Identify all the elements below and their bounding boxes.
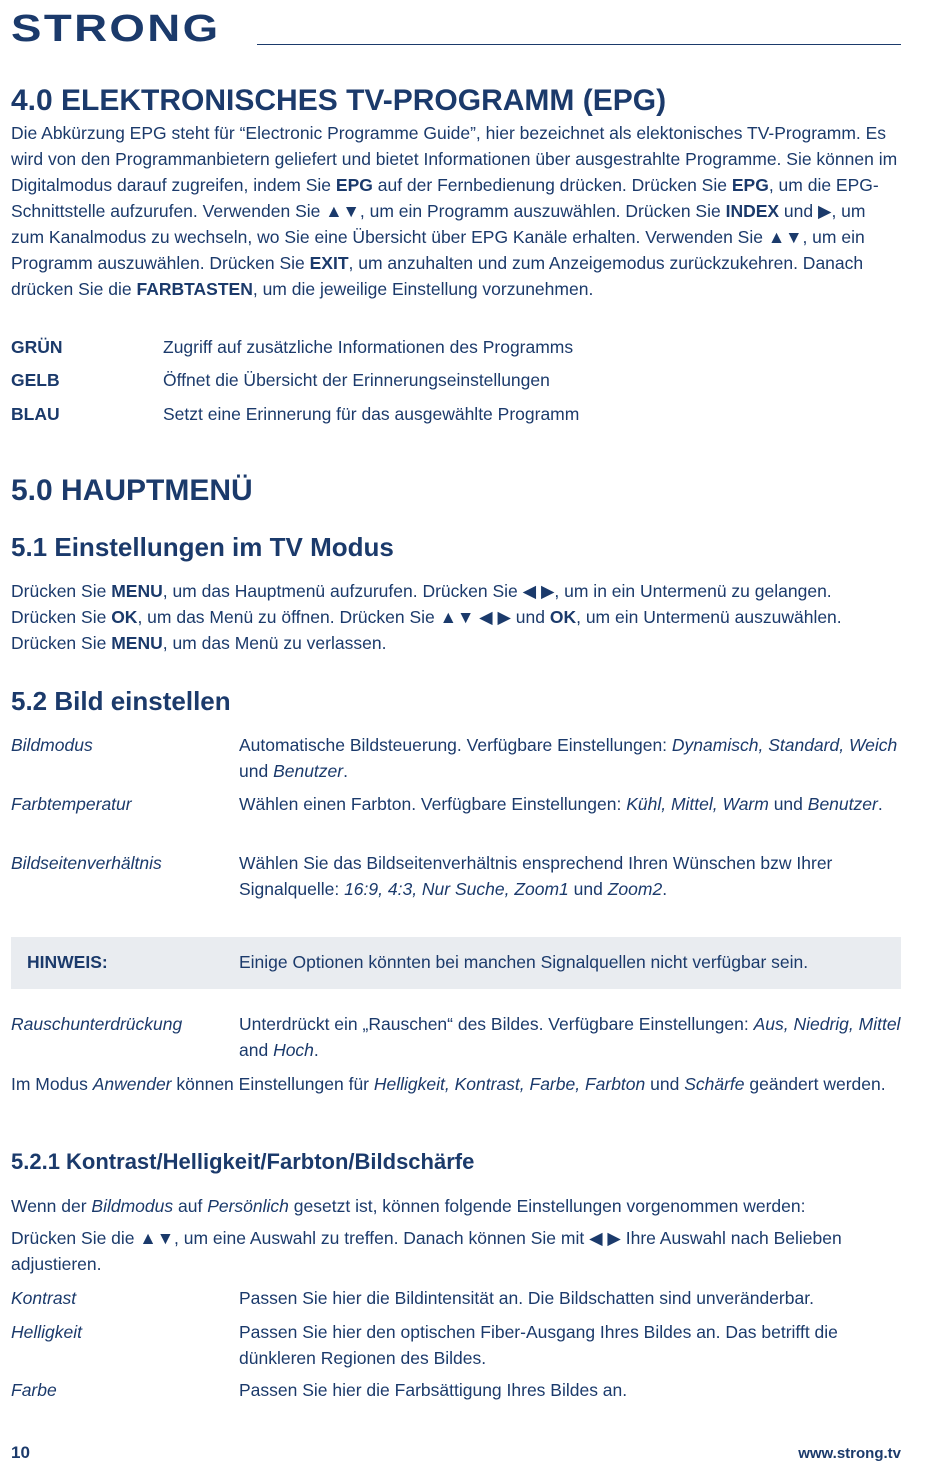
epg-intro: Die Abkürzung EPG steht für “Electronic Programme Guide”, hier bezeichnet als elektonisches TV-Programm. Es wird von den Programmanbietern geliefert und bietet Informationen über ausgestrahlte Programme. Sie können im Digitalmodus darauf zugreifen, indem Sie EPG auf der Fernbedienung drücken. Drücken Sie EPG, um die EPG-Schnittstelle aufzurufen. Verwenden Sie ▲▼, um ein Programm auszuwählen. Drücken Sie INDEX und ▶, um zum Kanalmodus zu wechseln, wo Sie eine Übersicht über EPG Kanäle erhalten. Verwenden Sie ▲▼, um ein Programm auszuwählen. Drücken Sie EXIT, um anzuhalten und zum Anzeigemodus zurückzukehren. Danach drücken Sie die FARBTASTEN, um die jeweilige Einstellung vorzunehmen.: [11, 123, 898, 299]
contrast-intro: Wenn der Bildmodus auf Persönlich gesetzt ist, können folgende Einstellungen vorgenommen werden:: [11, 1196, 806, 1216]
color-key-label: GRÜN: [11, 337, 63, 357]
note-label: HINWEIS:: [27, 952, 108, 972]
setting-label: Helligkeit: [11, 1322, 82, 1342]
setting-desc: Passen Sie hier die Bildintensität an. Die Bildschatten sind unveränderbar.: [239, 1288, 814, 1308]
subsection-title-contrast: 5.2.1 Kontrast/Helligkeit/Farbton/Bildschärfe: [11, 1149, 475, 1174]
setting-desc: Passen Sie hier die Farbsättigung Ihres Bildes an.: [239, 1380, 628, 1400]
note-text: Einige Optionen könnten bei manchen Signalquellen nicht verfügbar sein.: [239, 952, 809, 972]
color-key-desc: Setzt eine Erinnerung für das ausgewählte Programm: [163, 404, 580, 424]
setting-desc: Unterdrückt ein „Rauschen“ des Bildes. Verfügbare Einstellungen: Aus, Niedrig, Mittel and Hoch.: [239, 1014, 901, 1060]
subsection-title-picture: 5.2 Bild einstellen: [11, 686, 231, 716]
user-mode-text: Im Modus Anwender können Einstellungen für Helligkeit, Kontrast, Farbe, Farbton und Schärfe geändert werden.: [11, 1074, 886, 1094]
color-key-label: GELB: [11, 370, 60, 390]
setting-label: Farbe: [11, 1380, 57, 1400]
setting-label: Kontrast: [11, 1288, 77, 1308]
website-url: www.strong.tv: [798, 1445, 901, 1462]
setting-label: Rauschunterdrückung: [11, 1014, 183, 1034]
subsection-title-tv-mode: 5.1 Einstellungen im TV Modus: [11, 532, 394, 562]
brand-logo: STRONG: [11, 8, 221, 50]
color-key-desc: Zugriff auf zusätzliche Informationen des Programms: [163, 337, 574, 357]
setting-label: Bildmodus: [11, 735, 93, 755]
setting-desc: Passen Sie hier den optischen Fiber-Ausgang Ihres Bildes an. Das betrifft die dünkleren Regionen des Bildes.: [239, 1322, 838, 1368]
contrast-instructions: Drücken Sie die ▲▼, um eine Auswahl zu treffen. Danach können Sie mit ◀ ▶ Ihre Auswahl nach Belieben adjustieren.: [11, 1228, 842, 1274]
color-key-desc: Öffnet die Übersicht der Erinnerungseinstellungen: [163, 370, 550, 390]
page-number: 10: [11, 1443, 30, 1462]
setting-label: Farbtemperatur: [11, 794, 132, 814]
section-title-epg: 4.0 ELEKTRONISCHES TV-PROGRAMM (EPG): [11, 84, 667, 117]
tv-mode-text: Drücken Sie MENU, um das Hauptmenü aufzurufen. Drücken Sie ◀ ▶, um in ein Untermenü zu gelangen. Drücken Sie OK, um das Menü zu öffnen. Drücken Sie ▲▼ ◀ ▶ und OK, um ein Untermenü auszuwählen. Drücken Sie MENU, um das Menü zu verlassen.: [11, 581, 842, 653]
setting-label: Bildseitenverhältnis: [11, 853, 162, 873]
header-rule: [257, 44, 901, 45]
setting-desc: Wählen Sie das Bildseitenverhältnis ensprechend Ihren Wünschen bzw Ihrer Signalquelle: 16:9, 4:3, Nur Suche, Zoom1 und Zoom2.: [239, 853, 833, 899]
manual-page: [11, 0, 901, 1467]
setting-desc: Automatische Bildsteuerung. Verfügbare Einstellungen: Dynamisch, Standard, Weich und Benutzer.: [239, 735, 898, 781]
note-box: [11, 937, 901, 989]
section-title-main-menu: 5.0 HAUPTMENÜ: [11, 474, 253, 507]
setting-desc: Wählen einen Farbton. Verfügbare Einstellungen: Kühl, Mittel, Warm und Benutzer.: [239, 794, 883, 814]
color-key-label: BLAU: [11, 404, 60, 424]
